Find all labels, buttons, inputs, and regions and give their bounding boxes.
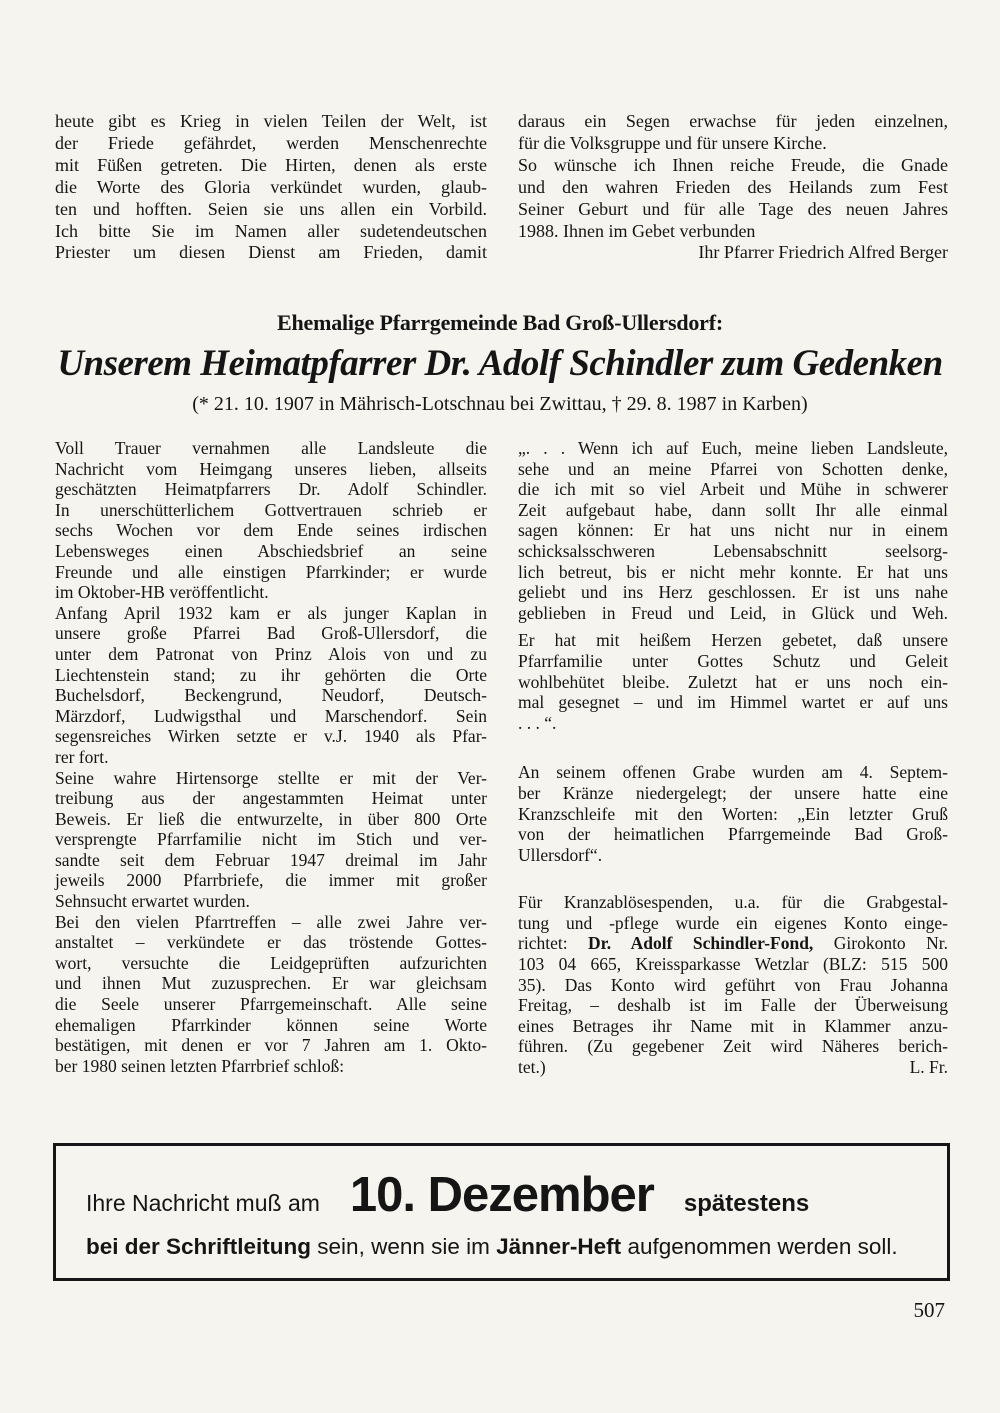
text-line: 1988. Ihnen im Gebet verbunden	[518, 220, 756, 241]
notice-line-2	[86, 1234, 919, 1260]
text-line: Er hat mit heißem Herzen gebetet, daß unsere	[518, 630, 948, 651]
paragraph	[518, 155, 948, 243]
text-line	[518, 933, 948, 954]
page-number: 507	[913, 1298, 945, 1322]
text-line: Freunde und alle einstigen Pfarrkinder; er wurde	[55, 561, 487, 582]
text-line: rer fort.	[55, 746, 109, 767]
text-line: Kranzschleife mit den Worten: „Ein letzter Gruß	[518, 803, 948, 824]
text-line: für die Volksgruppe und für unsere Kirche.	[518, 132, 827, 153]
text-line: Bei den vielen Pfarrtreffen – alle zwei Jahre ver-	[55, 911, 487, 932]
paragraph	[518, 762, 948, 865]
notice-text-span: aufgenommen werden soll.	[627, 1234, 898, 1259]
text-line: Liechtenstein stand; zu ihr gehörten die Orte	[55, 664, 487, 685]
text-line: Seiner Geburt und für alle Tage des neuen Jahres	[518, 198, 948, 219]
text-line	[518, 242, 948, 264]
notice-text-span: sein, wenn sie im	[317, 1234, 490, 1259]
intro-section	[55, 111, 948, 264]
text-line: bestätigen, mit denen er vor 7 Jahren am 1. Okto-	[55, 1035, 487, 1056]
text-line: die Seele unserer Pfarrgemeinschaft. Alle seine	[55, 994, 487, 1015]
text-line: Sehnsucht erwartet wurden.	[55, 891, 250, 912]
text-span: L. Fr.	[909, 1057, 948, 1078]
article-subtitle: (* 21. 10. 1907 in Mährisch-Lotschnau bei Zwittau, † 29. 8. 1987 in Karben)	[192, 393, 808, 415]
paragraph	[518, 111, 948, 155]
text-span: Girokonto Nr.	[813, 933, 948, 954]
text-line: treibung aus der angestammten Heimat unter	[55, 788, 487, 809]
bold-text: Dr. Adolf Schindler-Fond,	[588, 933, 814, 954]
text-line: sagen können: Er hat uns nicht nur in einem	[518, 520, 948, 541]
text-line: jeweils 2000 Pfarrbriefe, die immer mit großer	[55, 870, 487, 891]
text-line: geblieben in Freud und Leid, in Glück und Weh.	[518, 602, 948, 623]
paragraph	[518, 438, 948, 623]
text-line: und den wahren Frieden des Heilands zum Fest	[518, 176, 948, 197]
paragraph	[518, 242, 948, 264]
text-line: „. . . Wenn ich auf Euch, meine lieben Landsleute,	[518, 438, 948, 458]
notice-schriftleitung: bei der Schriftleitung	[86, 1234, 312, 1259]
notice-prefix: Ihre Nachricht muß am	[86, 1190, 320, 1216]
text-line: mit Füßen getreten. Die Hirten, denen als erste	[55, 154, 487, 175]
text-line: ber Kränze niedergelegt; der unsere hatte eine	[518, 782, 948, 803]
text-line: heute gibt es Krieg in vielen Teilen der Welt, ist	[55, 111, 487, 131]
text-line: wohlbehütet bleibe. Zuletzt hat er uns noch ein-	[518, 671, 948, 692]
article-kicker: Ehemalige Pfarrgemeinde Bad Groß-Ullersdorf:	[277, 310, 723, 335]
text-line: führen. (Zu gegebener Zeit wird Näheres berich-	[518, 1036, 948, 1057]
text-line: versprengte Pfarrfamilie nicht im Stich und ver-	[55, 829, 487, 850]
text-line: . . . “.	[518, 712, 557, 733]
text-line: daraus ein Segen erwachse für jeden einzelnen,	[518, 111, 948, 131]
text-line: sandte seit dem Februar 1947 dreimal im Jahr	[55, 849, 487, 870]
text-line: Freitag, – deshalb ist im Falle der Überweisung	[518, 995, 948, 1016]
deadline-notice-box	[53, 1143, 950, 1281]
text-line: die Worte des Gloria verkündet wurden, glaub-	[55, 176, 487, 197]
text-line: mal gesegnet – und im Himmel wartet er auf uns	[518, 692, 948, 713]
body-right-column	[518, 438, 948, 1078]
text-span: Ihr Pfarrer Friedrich Alfred Berger	[698, 242, 948, 263]
text-line: Ich bitte Sie im Namen aller sudetendeutschen	[55, 220, 487, 241]
text-line: der Friede gefährdet, werden Menschenrechte	[55, 132, 487, 153]
notice-line-1	[86, 1167, 919, 1223]
article-title: Unserem Heimatpfarrer Dr. Adolf Schindler zum Gedenken	[57, 343, 943, 384]
article-heading-block	[0, 310, 1000, 416]
text-line: wort, versuchte die Leidgeprüften aufzurichten	[55, 952, 487, 973]
text-line: segensreiches Wirken setzte er v.J. 1940 als Pfar-	[55, 726, 487, 747]
text-line: An seinem offenen Grabe wurden am 4. Septem-	[518, 762, 948, 783]
intro-left-column	[55, 111, 487, 264]
paragraph	[55, 912, 487, 1077]
text-line: Buchelsdorf, Beckengrund, Neudorf, Deutsch-	[55, 685, 487, 706]
text-line: Pfarrfamilie unter Gottes Schutz und Geleit	[518, 650, 948, 671]
text-line: So wünsche ich Ihnen reiche Freude, die Gnade	[518, 154, 948, 175]
text-line: Lebensweges einen Abschiedsbrief an seine	[55, 540, 487, 561]
text-line: von der heimatlichen Pfarrgemeinde Bad Groß-	[518, 824, 948, 845]
text-line: Märzdorf, Ludwigsthal und Marschendorf. Sein	[55, 705, 487, 726]
text-line: anstaltet – verkündete er das tröstende Gottes-	[55, 932, 487, 953]
text-line: In unerschütterlichem Gottvertrauen schrieb er	[55, 499, 487, 520]
text-line	[518, 1057, 948, 1078]
text-span: tet.)	[518, 1057, 546, 1078]
notice-latest-label: spätestens	[683, 1190, 810, 1217]
notice-jaenner-heft: Jänner-Heft	[496, 1234, 622, 1259]
text-line: schicksalsschweren Lebensabschnitt seelsorg-	[518, 540, 948, 561]
text-line: Ullersdorf“.	[518, 844, 603, 865]
text-line: Anfang April 1932 kam er als junger Kaplan in	[55, 602, 487, 623]
text-line: unter dem Patronat von Prinz Alois von und zu	[55, 643, 487, 664]
paragraph	[518, 892, 948, 1077]
text-line: eines Betrages ihr Name mit in Klammer anzu-	[518, 1015, 948, 1036]
text-line: und ihnen Mut zuzusprechen. Er war gleichsam	[55, 973, 487, 994]
paragraph	[55, 438, 487, 603]
body-left-column	[55, 438, 487, 1078]
text-line: die ich mit so viel Arbeit und Mühe in schwerer	[518, 479, 948, 500]
text-line: sechs Wochen vor dem Ende seines irdischen	[55, 520, 487, 541]
paragraph	[518, 630, 948, 733]
paragraph	[55, 111, 487, 264]
text-line: 103 04 665, Kreissparkasse Wetzlar (BLZ: 515 500	[518, 954, 948, 975]
text-line: ehemaligen Pfarrkinder können seine Worte	[55, 1014, 487, 1035]
text-line: Seine wahre Hirtensorge stellte er mit der Ver-	[55, 767, 487, 788]
paragraph	[55, 768, 487, 912]
text-line: Priester um diesen Dienst am Frieden, damit	[55, 242, 487, 263]
text-span: richtet:	[518, 933, 588, 954]
intro-right-column	[518, 111, 948, 264]
article-body-section	[55, 438, 948, 1078]
text-line: sehe und an meine Pfarrei von Schotten denke,	[518, 458, 948, 479]
text-line: tung und -pflege wurde ein eigenes Konto einge-	[518, 912, 948, 933]
text-line: Zeit aufgebaut habe, dann sollt Ihr alle einmal	[518, 499, 948, 520]
text-line: Beweis. Er ließ die entwurzelte, in über 800 Orte	[55, 808, 487, 829]
text-line: ber 1980 seinen letzten Pfarrbrief schloß:	[55, 1055, 345, 1076]
text-line: im Oktober-HB veröffentlicht.	[55, 582, 269, 603]
text-line: Für Kranzablösespenden, u.a. für die Grabgestal-	[518, 892, 948, 913]
text-line: lich betreut, bis er nicht mehr konnte. Er hat uns	[518, 561, 948, 582]
notice-deadline-date: 10. Dezember	[349, 1168, 654, 1222]
text-line: geschätzten Heimatpfarrers Dr. Adolf Schindler.	[55, 479, 487, 500]
paragraph	[55, 603, 487, 768]
text-line: unsere große Pfarrei Bad Groß-Ullersdorf, die	[55, 623, 487, 644]
text-line: ten und hofften. Seien sie uns allen ein Vorbild.	[55, 198, 487, 219]
text-line: Voll Trauer vernahmen alle Landsleute die	[55, 438, 487, 458]
text-line: Nachricht vom Heimgang unseres lieben, allseits	[55, 458, 487, 479]
text-line: 35). Das Konto wird geführt von Frau Johanna	[518, 974, 948, 995]
text-line: geliebt und ins Herz geschlossen. Er ist uns nahe	[518, 582, 948, 603]
